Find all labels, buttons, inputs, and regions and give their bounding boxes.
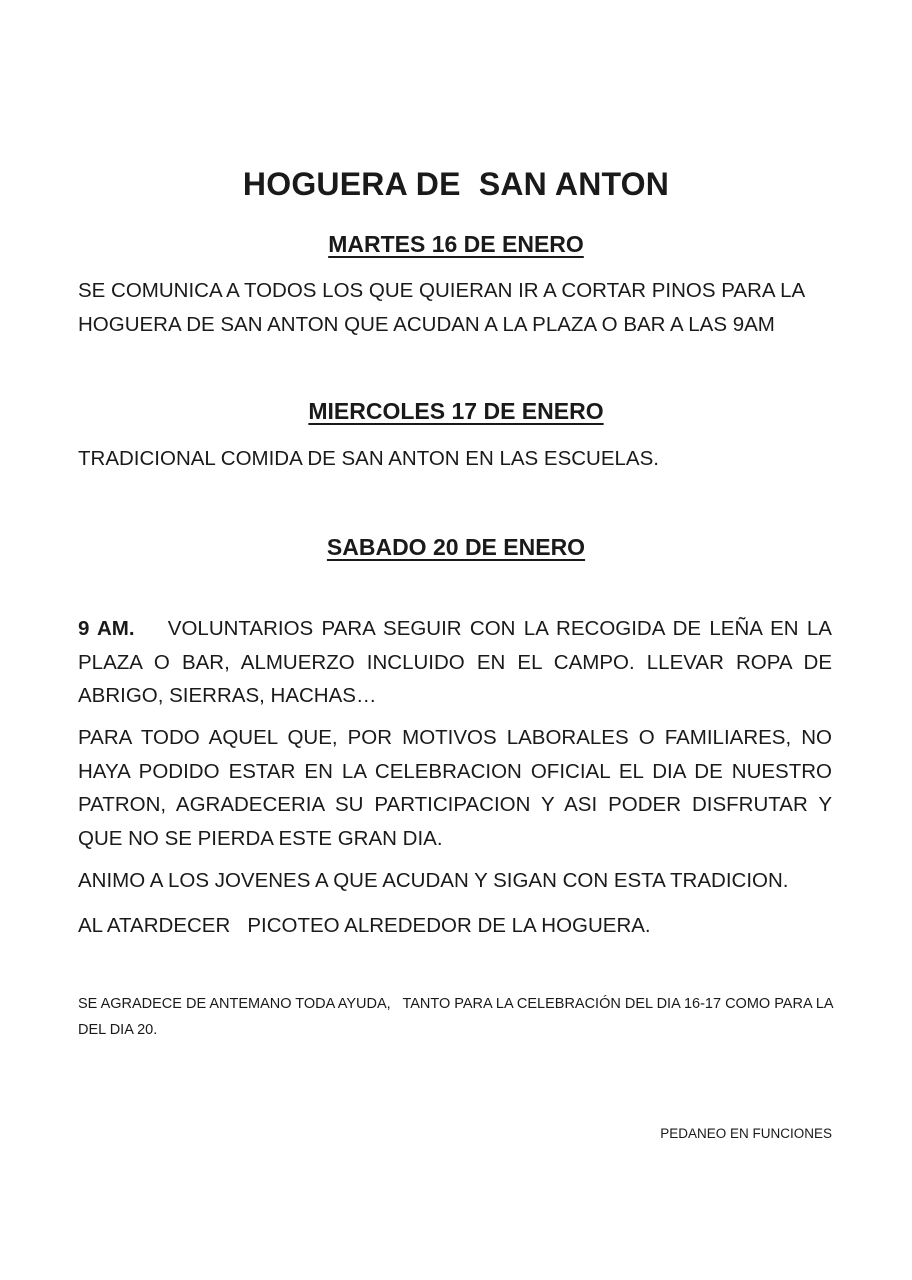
- paragraph-sabado-participacion: PARA TODO AQUEL QUE, POR MOTIVOS LABORALES O FAMILIARES, NO HAYA PODIDO ESTAR EN LA CELEBRACION OFICIAL EL DIA DE NUESTRO PATRON, AGRADECERIA SU PARTICIPACION Y ASI PODER DISFRUTAR Y QUE NO SE PIERDA ESTE GRAN DIA.: [78, 726, 832, 850]
- heading-sabado: SABADO 20 DE ENERO: [326, 534, 586, 560]
- heading-miercoles: MIERCOLES 17 DE ENERO: [308, 398, 604, 424]
- paragraph-miercoles: TRADICIONAL COMIDA DE SAN ANTON EN LAS ESCUELAS.: [78, 447, 659, 470]
- heading-martes: MARTES 16 DE ENERO: [328, 231, 584, 257]
- paragraph-martes: SE COMUNICA A TODOS LOS QUE QUIERAN IR A CORTAR PINOS PARA LA HOGUERA DE SAN ANTON QUE ACUDAN A LA PLAZA O BAR A LAS 9AM: [78, 279, 805, 336]
- paragraph-sabado-voluntarios: [78, 612, 832, 713]
- time-label: 9 AM.: [78, 617, 135, 640]
- document-title: HOGUERA DE SAN ANTON: [242, 166, 670, 202]
- voluntarios-text: VOLUNTARIOS PARA SEGUIR CON LA RECOGIDA DE LEÑA EN LA PLAZA O BAR, ALMUERZO INCLUIDO EN EL CAMPO. LLEVAR ROPA DE ABRIGO, SIERRAS, HACHAS…: [78, 617, 832, 707]
- signature: PEDANEO EN FUNCIONES: [660, 1126, 832, 1141]
- paragraph-sabado-animo: ANIMO A LOS JOVENES A QUE ACUDAN Y SIGAN CON ESTA TRADICION.: [78, 869, 789, 892]
- footer-note: SE AGRADECE DE ANTEMANO TODA AYUDA, TANTO PARA LA CELEBRACIÓN DEL DIA 16-17 COMO PARA LA DEL DIA 20.: [78, 996, 837, 1038]
- paragraph-sabado-atardecer: AL ATARDECER PICOTEO ALREDEDOR DE LA HOGUERA.: [78, 914, 651, 937]
